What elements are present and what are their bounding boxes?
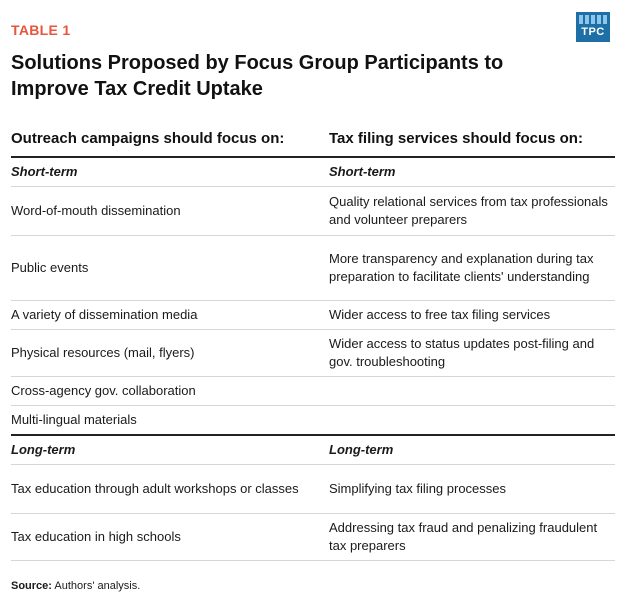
table-label: TABLE 1: [11, 22, 71, 38]
row-divider: [11, 560, 615, 561]
table-row: [11, 187, 615, 235]
table-cell: Wider access to free tax filing services: [329, 307, 551, 322]
source-label: Source:: [11, 580, 52, 592]
table-cell: Public events: [11, 260, 89, 275]
table-row: [11, 330, 615, 376]
table-cell: Tax education in high schools: [11, 529, 181, 544]
source-note: [11, 580, 140, 592]
section-row-short-term: [11, 158, 615, 186]
tpc-logo: [576, 12, 610, 42]
table-cell: Simplifying tax filing processes: [329, 481, 507, 496]
table-row: [11, 301, 615, 329]
table-cell: A variety of dissemination media: [11, 307, 198, 322]
section-label: Short-term: [11, 164, 78, 179]
table-cell: Quality relational services from tax professionals and volunteer preparers: [329, 194, 608, 227]
table-row: [11, 236, 615, 300]
table-cell: Tax education through adult workshops or classes: [11, 481, 299, 496]
section-label: Long-term: [329, 442, 394, 457]
table-row: [11, 514, 615, 560]
table-cell: More transparency and explanation during tax preparation to facilitate clients' understanding: [329, 251, 594, 284]
table-row: [11, 465, 615, 513]
table-cell: Wider access to status updates post-filing and gov. troubleshooting: [329, 336, 595, 369]
table-cell: Word-of-mouth dissemination: [11, 203, 181, 218]
logo-text: TPC: [581, 26, 605, 38]
table-cell: Addressing tax fraud and penalizing fraudulent tax preparers: [329, 520, 598, 553]
section-row-long-term: [11, 436, 615, 464]
column-header-tax-filing: Tax filing services should focus on:: [329, 130, 583, 147]
table-cell: Multi-lingual materials: [11, 412, 137, 427]
logo-stripes: [579, 15, 607, 24]
table-cell: Cross-agency gov. collaboration: [11, 383, 196, 398]
table-title: Solutions Proposed by Focus Group Participants to Improve Tax Credit Uptake: [11, 52, 504, 100]
table-figure: [11, 0, 615, 608]
section-label: Short-term: [329, 164, 396, 179]
table-row: [11, 377, 615, 405]
section-label: Long-term: [11, 442, 76, 457]
table-row: [11, 406, 615, 434]
column-header-outreach: Outreach campaigns should focus on:: [11, 130, 285, 147]
table-cell: Physical resources (mail, flyers): [11, 345, 195, 360]
source-text: Authors' analysis.: [51, 580, 141, 592]
